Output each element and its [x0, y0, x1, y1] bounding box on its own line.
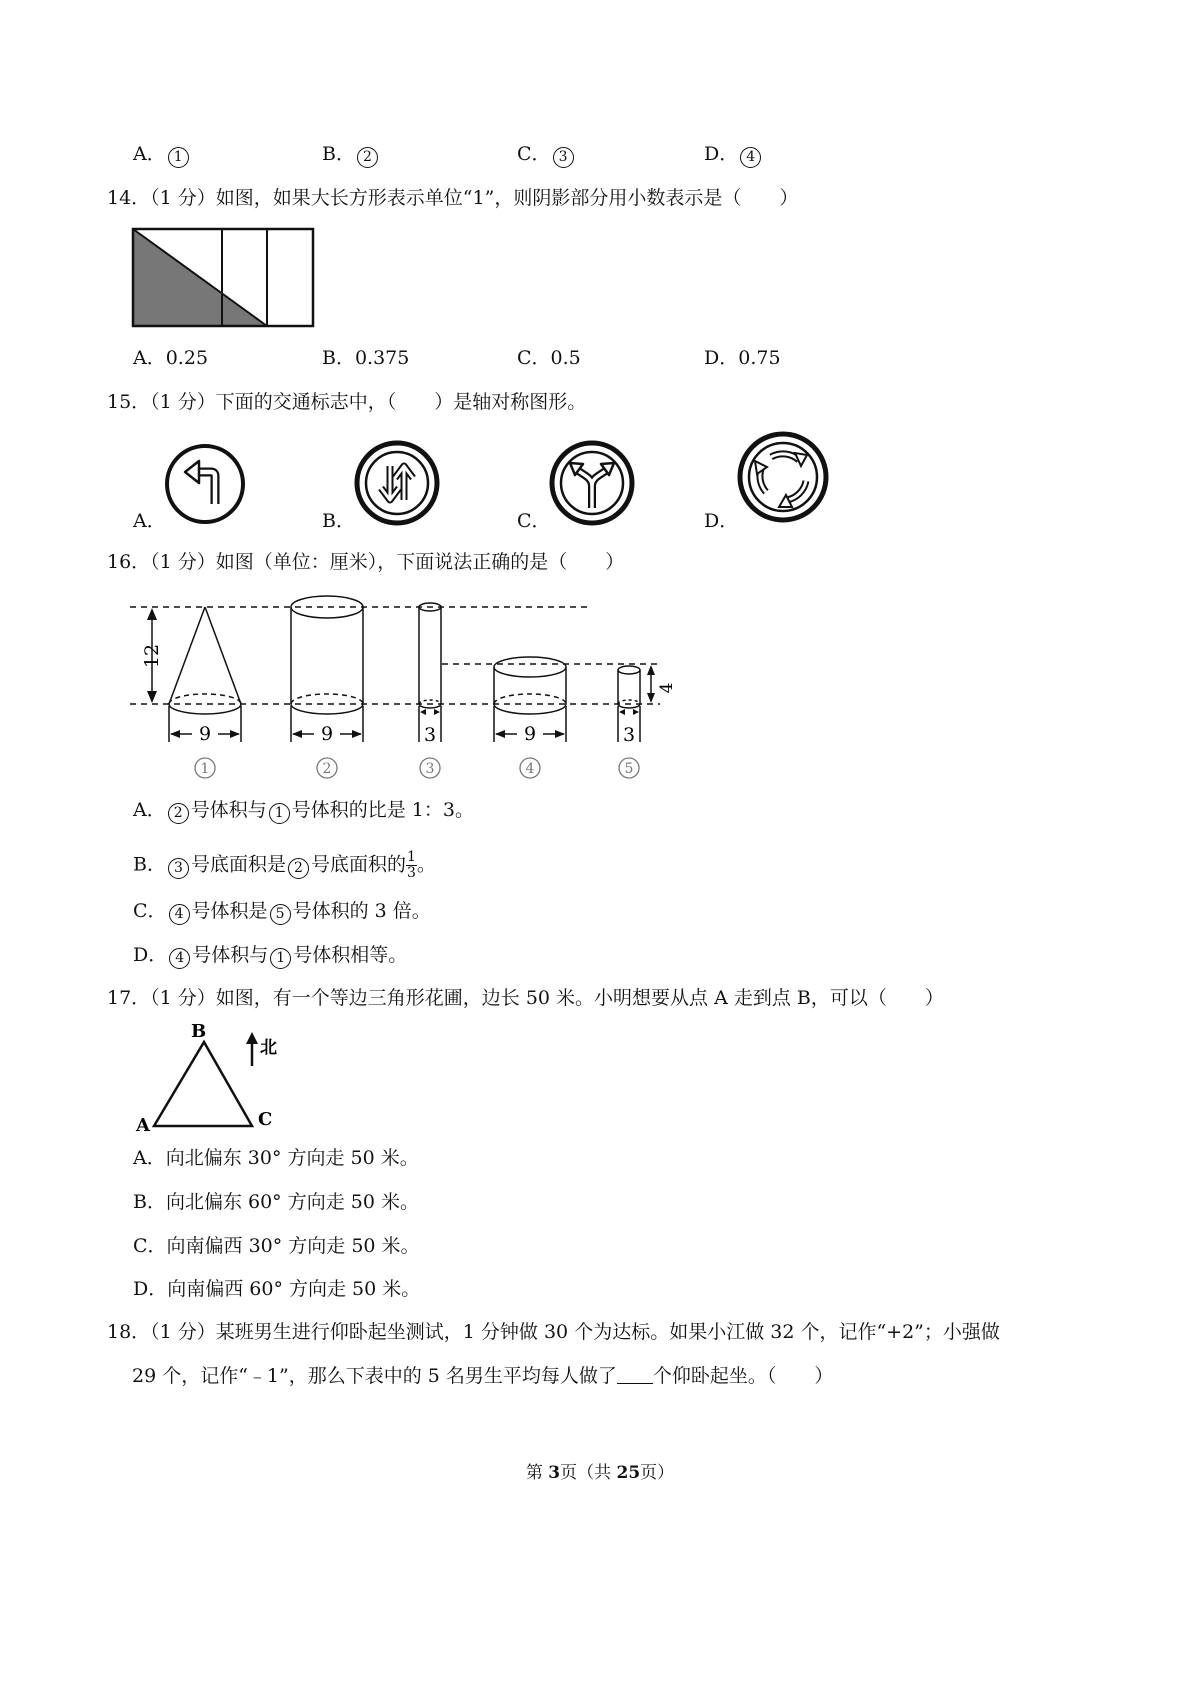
q18-stem-line2: 29 个，记作“﹣1”，那么下表中的 5 名男生平均每人做了 个仰卧起坐。（ ） [132, 1365, 834, 1387]
solid-number: 2 [322, 761, 332, 777]
point-a-label: A [136, 1115, 150, 1136]
q16-solids-figure [120, 592, 700, 788]
point-b-label: B [191, 1021, 207, 1042]
q15-stem: 15．（1 分）下面的交通标志中，（ ）是轴对称图形。 [107, 391, 587, 413]
q16-option-c[interactable]: C． 4 号体积是 5 号体积的 3 倍。 [133, 900, 431, 925]
q17-option-c[interactable]: C．向南偏西 30° 方向走 50 米。 [133, 1235, 420, 1257]
solid-number: 4 [525, 761, 535, 777]
cone-solid [169, 607, 241, 714]
circled-number: 2 [288, 858, 309, 879]
q13-option-d[interactable]: D． 4 [704, 143, 763, 168]
q16-option-a[interactable]: A． 2 号体积与 1 号体积的比是 1：3。 [133, 799, 474, 824]
q14-stem: 14．（1 分）如图，如果大长方形表示单位“1”，则阴影部分用小数表示是（ ） [107, 187, 799, 209]
q14-option-d[interactable]: D．0.75 [704, 347, 781, 369]
circled-number: 2 [168, 803, 189, 824]
dim-label: 9 [198, 723, 212, 745]
north-arrow-icon [246, 1032, 258, 1066]
q14-option-a[interactable]: A．0.25 [133, 347, 209, 369]
circled-number: 3 [168, 858, 189, 879]
thin-tall-cylinder-solid [419, 603, 441, 708]
q17-option-b[interactable]: B．向北偏东 60° 方向走 50 米。 [133, 1191, 419, 1213]
q18-stem-line1: 18．（1 分）某班男生进行仰卧起坐测试，1 分钟做 30 个为达标。如果小江做 32 个，记作“+2”；小强做 [107, 1321, 1000, 1343]
q17-stem: 17．（1 分）如图，有一个等边三角形花圃，边长 50 米。小明想要从点 A 走到点 B，可以（ ） [107, 987, 944, 1009]
q13-option-c[interactable]: C． 3 [517, 143, 576, 168]
q13-option-b[interactable]: B． 2 [322, 143, 380, 168]
circled-number: 1 [270, 948, 291, 969]
q15-option-c[interactable]: C． [517, 510, 551, 532]
dim-label: 9 [523, 723, 537, 745]
circled-number: 1 [269, 803, 290, 824]
q15-option-a[interactable]: A． [133, 510, 166, 532]
circled-number: 2 [357, 147, 378, 168]
small-cylinder-solid [618, 666, 640, 708]
q15-option-b[interactable]: B． [322, 510, 355, 532]
circled-number: 3 [553, 147, 574, 168]
turn-left-sign-icon[interactable] [163, 442, 247, 526]
dim-label: 3 [622, 724, 636, 746]
q16-option-d[interactable]: D． 4 号体积与 1 号体积相等。 [133, 944, 407, 969]
q13-option-a[interactable]: A． 1 [133, 143, 191, 168]
two-way-traffic-sign-icon[interactable] [354, 440, 440, 526]
circled-number: 4 [169, 948, 190, 969]
q17-option-a[interactable]: A．向北偏东 30° 方向走 50 米。 [133, 1147, 419, 1169]
q16-option-b[interactable]: B． 3 号底面积是 2 号底面积的 $\frac{1}{3}$ 。 [133, 849, 436, 881]
equilateral-triangle [154, 1042, 252, 1126]
point-c-label: C [258, 1109, 273, 1130]
fork-left-right-sign-icon[interactable] [549, 440, 635, 526]
fraction: $\frac{1}{3}$ [407, 849, 416, 881]
solid-number: 3 [425, 761, 435, 777]
q17-triangle-figure [128, 1018, 308, 1136]
q17-option-d[interactable]: D．向南偏西 60° 方向走 50 米。 [133, 1278, 421, 1300]
solid-number: 5 [624, 761, 634, 777]
circled-number: 1 [168, 147, 189, 168]
page-footer: 第 3页（共 25页） [525, 1463, 675, 1483]
height-label: 12 [141, 643, 163, 669]
q15-option-d[interactable]: D． [704, 510, 739, 532]
roundabout-sign-icon[interactable] [737, 431, 829, 523]
q14-option-c[interactable]: C．0.5 [517, 347, 581, 369]
dim-label: 9 [320, 723, 334, 745]
solid-number: 1 [200, 761, 210, 777]
circled-number: 5 [270, 904, 291, 925]
circled-number: 4 [740, 147, 761, 168]
short-wide-cylinder-solid [494, 657, 566, 714]
dimension-lines [169, 706, 640, 742]
large-cylinder-solid [291, 596, 363, 714]
q14-option-b[interactable]: B．0.375 [322, 347, 410, 369]
answer-blank[interactable] [617, 1365, 653, 1384]
circled-number: 4 [169, 904, 190, 925]
q16-stem: 16．（1 分）如图（单位：厘米），下面说法正确的是（ ） [107, 551, 625, 573]
north-label: 北 [260, 1038, 277, 1058]
small-height-label: 4 [657, 682, 677, 694]
dim-label: 3 [423, 724, 437, 746]
q14-rectangle-figure [130, 226, 316, 330]
